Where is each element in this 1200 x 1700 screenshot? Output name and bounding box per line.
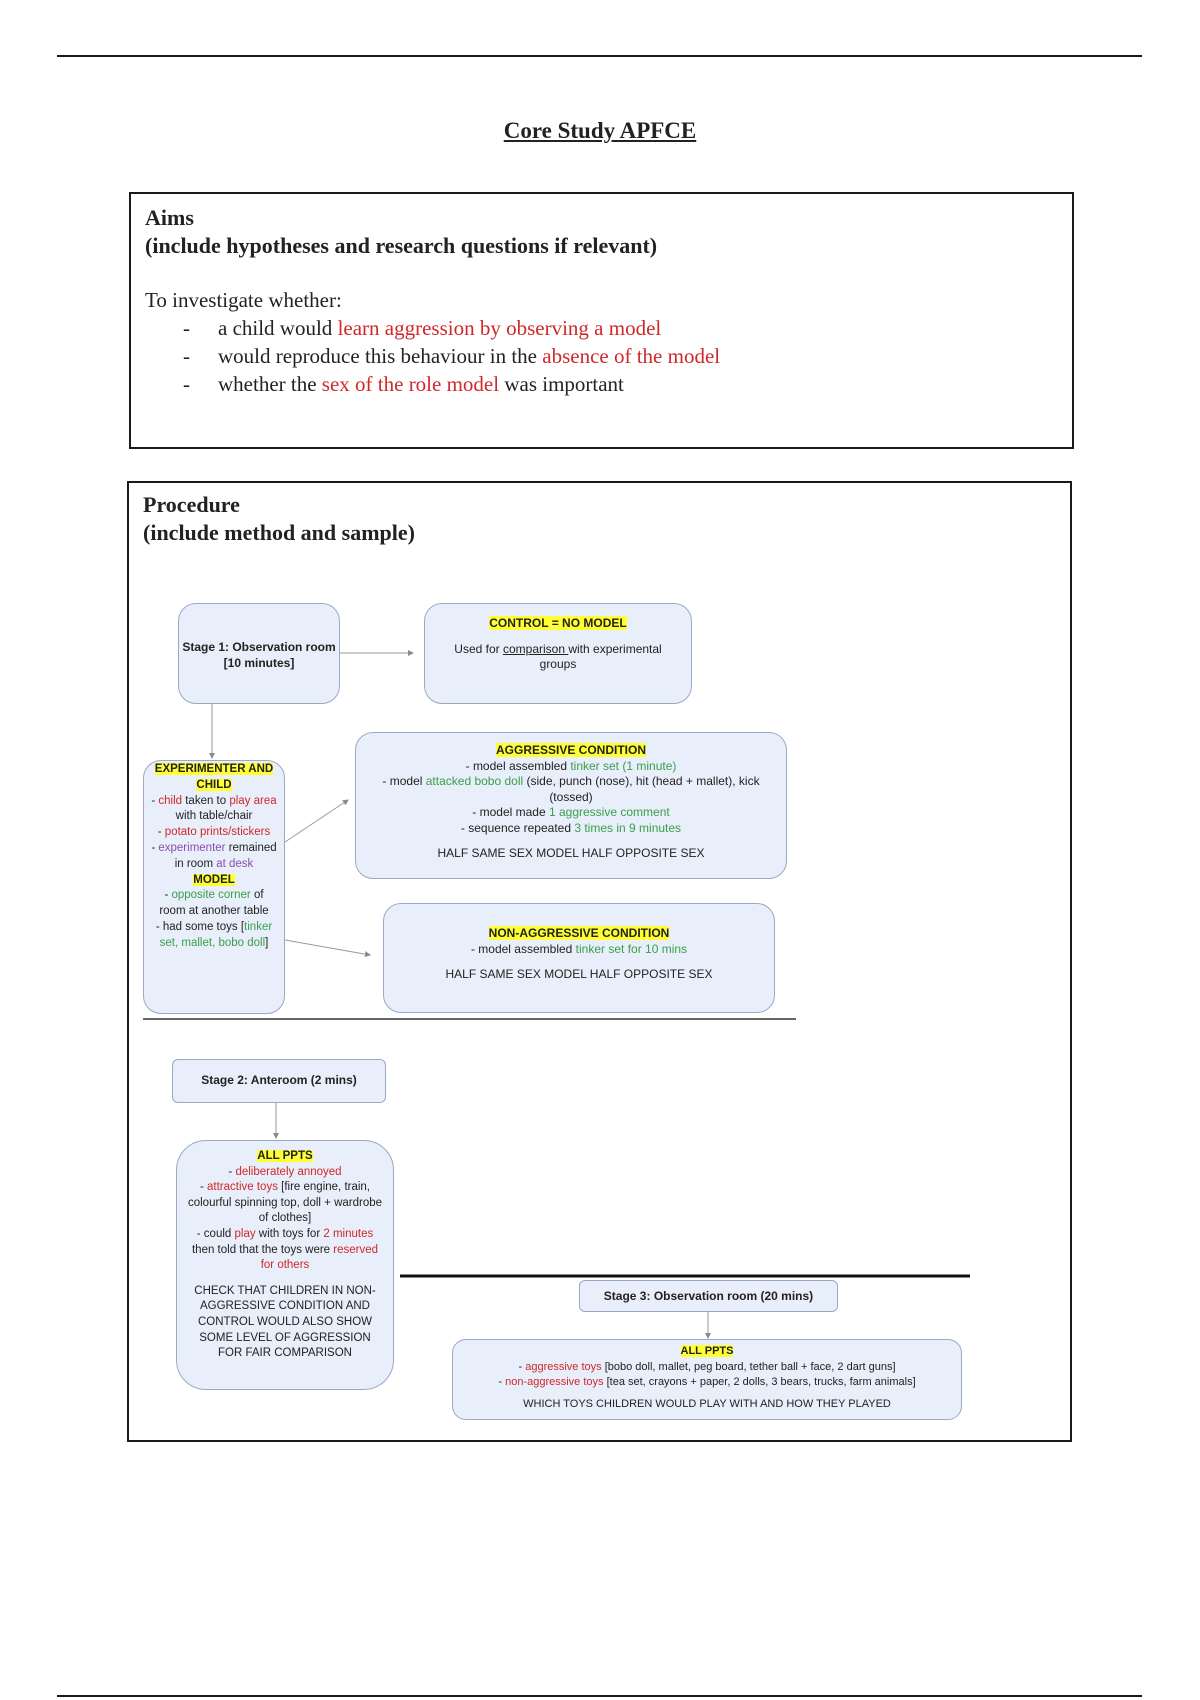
nonaggressive-footer: HALF SAME SEX MODEL HALF OPPOSITE SEX: [445, 967, 713, 981]
aims-heading: Aims: [145, 205, 194, 230]
aggressive-footer: HALF SAME SEX MODEL HALF OPPOSITE SEX: [437, 846, 705, 860]
model-title: MODEL: [193, 873, 235, 886]
allppts3-footer: WHICH TOYS CHILDREN WOULD PLAY WITH AND HOW THEY PLAYED: [523, 1397, 891, 1410]
aims-subheading: (include hypotheses and research questions if relevant): [145, 233, 658, 258]
experimenter-line-5: - had some toys [tinker set, mallet, bobo doll]: [155, 920, 273, 949]
aggressive-line-2: - model attacked bobo doll (side, punch (nose), hit (head + mallet), kick (tossed): [382, 774, 760, 804]
procedure-heading: Procedure: [143, 492, 240, 517]
procedure-subheading: (include method and sample): [143, 520, 415, 545]
aim-item-1: - a child would learn aggression by observing a model: [183, 316, 662, 340]
stage2-label: Stage 2: Anteroom (2 mins): [201, 1073, 357, 1087]
aggressive-line-3: - model made 1 aggressive comment: [472, 805, 670, 819]
aggressive-title: AGGRESSIVE CONDITION: [495, 743, 647, 757]
nonaggressive-title: NON-AGGRESSIVE CONDITION: [488, 926, 670, 940]
control-box: [424, 603, 692, 704]
allppts2-line-2: - attractive toys [fire engine, train, colourful spinning top, doll + wardrobe of clothes]: [187, 1181, 383, 1225]
page-title: Core Study APFCE: [503, 118, 697, 143]
allppts3-title: ALL PPTS: [680, 1345, 734, 1357]
aims-box: [129, 192, 1074, 449]
aim-item-3: - whether the sex of the role model was important: [183, 372, 624, 396]
allppts-stage3-box: [452, 1339, 962, 1420]
aggressive-line-1: - model assembled tinker set (1 minute): [465, 758, 677, 773]
aggressive-condition-box: [355, 732, 787, 879]
allppts2-line-1: - deliberately annoyed: [228, 1165, 342, 1178]
experimenter-line-2: - potato prints/stickers: [157, 826, 271, 839]
bottom-rule: [57, 1695, 1142, 1697]
stage1-box: [178, 603, 340, 704]
allppts3-line-2: - non-aggressive toys [tea set, crayons + paper, 2 dolls, 3 bears, trucks, farm animals]: [498, 1376, 916, 1388]
allppts2-check: CHECK THAT CHILDREN IN NON-AGGRESSIVE CONDITION AND CONTROL WOULD ALSO SHOW SOME LEVEL OF AGGRESSION FOR FAIR COMPARISON: [194, 1284, 376, 1360]
stage3-box: [579, 1280, 838, 1312]
allppts2-line-3: - could play with toys for 2 minutes then told that the toys were reserved for others: [191, 1227, 379, 1272]
stage2-box: [172, 1059, 386, 1103]
aggressive-line-4: - sequence repeated 3 times in 9 minutes: [460, 820, 682, 835]
allppts-stage2-box: [176, 1140, 394, 1390]
top-rule: [57, 55, 1142, 57]
experimenter-line-1: - child taken to play area with table/chair: [151, 794, 277, 823]
experimenter-line-4: - opposite corner of room at another table: [159, 889, 269, 918]
nonaggressive-line-1: - model assembled tinker set for 10 mins: [470, 941, 688, 956]
nonaggressive-condition-box: [383, 903, 775, 1013]
allppts3-line-1: - aggressive toys [bobo doll, mallet, peg board, tether ball + face, 2 dart guns]: [518, 1360, 896, 1373]
experimenter-child-box: [143, 760, 285, 1014]
allppts2-title: ALL PPTS: [257, 1150, 313, 1162]
control-text: Used for comparison with experimental groups: [454, 641, 662, 671]
aims-intro: To investigate whether:: [145, 288, 342, 312]
experimenter-title: EXPERIMENTER AND CHILD: [154, 763, 274, 791]
stage3-label: Stage 3: Observation room (20 mins): [603, 1289, 814, 1303]
aim-item-2: - would reproduce this behaviour in the absence of the model: [183, 344, 721, 368]
stage1-label: Stage 1: Observation room [10 minutes]: [182, 640, 336, 670]
control-title: CONTROL = NO MODEL: [489, 616, 627, 630]
experimenter-line-3: - experimenter remained in room at desk: [151, 841, 277, 870]
